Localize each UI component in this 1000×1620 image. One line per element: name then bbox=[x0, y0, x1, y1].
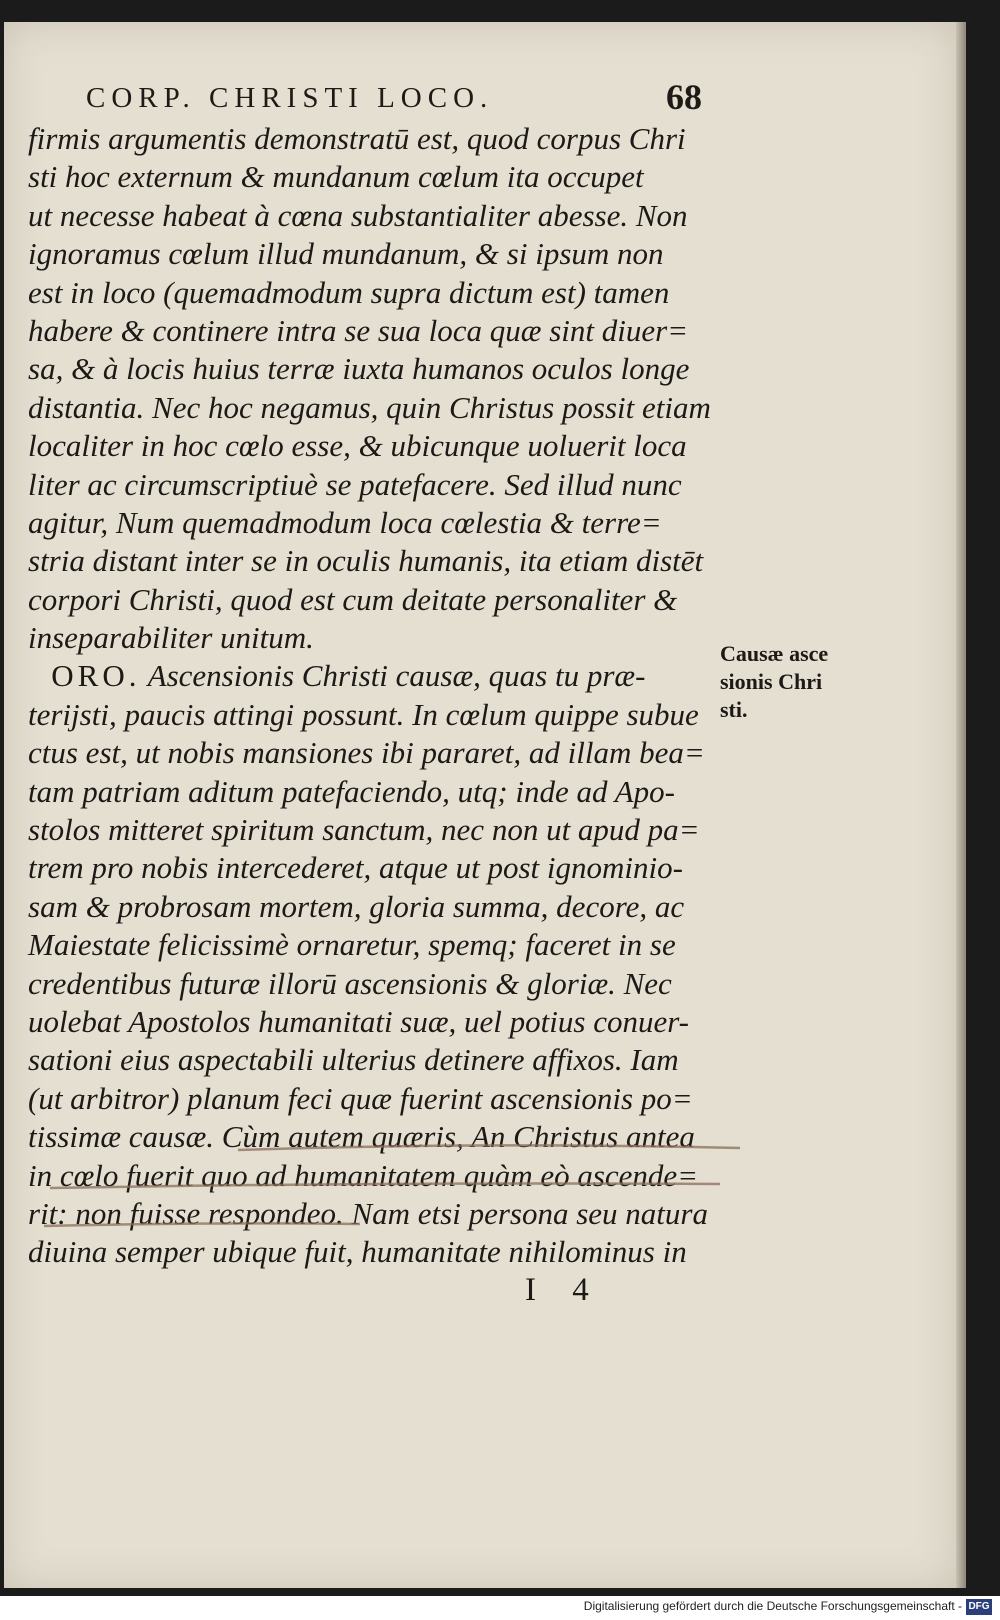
text-line: ignoramus cœlum illud mundanum, & si ipsum non bbox=[28, 236, 664, 272]
text-line: sti hoc externum & mundanum cœlum ita occupet bbox=[28, 159, 644, 195]
text-line: est in loco (quemadmodum supra dictum est) tamen bbox=[28, 274, 670, 310]
text-line: liter ac circumscriptiuè se patefacere. Sed illud nunc bbox=[28, 466, 682, 502]
text-line: ctus est, ut nobis mansiones ibi pararet, ad illam bea= bbox=[28, 735, 705, 771]
text-line: credentibus futuræ illorū ascensionis & gloriæ. Nec bbox=[28, 965, 672, 1001]
text-line: tissimæ causæ. Cùm autem quæris, An Christus antea bbox=[28, 1119, 695, 1155]
digitization-footer bbox=[0, 1596, 1000, 1620]
text-line: stolos mitteret spiritum sanctum, nec non ut apud pa= bbox=[28, 812, 700, 848]
marginal-note bbox=[720, 640, 840, 724]
text-line: ut necesse habeat à cœna substantialiter abesse. Non bbox=[28, 197, 688, 233]
text-line: trem pro nobis intercederet, atque ut post ignominio- bbox=[28, 850, 683, 886]
text-line: uolebat Apostolos humanitati suæ, uel potius conuer- bbox=[28, 1003, 689, 1039]
speaker-label: ORO. bbox=[51, 658, 141, 694]
page-edge bbox=[956, 22, 966, 1588]
text-line: distantia. Nec hoc negamus, quin Christus possit etiam bbox=[28, 389, 711, 425]
text-line: sam & probrosam mortem, gloria summa, decore, ac bbox=[28, 888, 685, 924]
main-text-block bbox=[28, 120, 728, 1272]
page-number: 68 bbox=[666, 77, 702, 117]
text-line: inseparabiliter unitum. bbox=[28, 620, 314, 656]
text-line: corpori Christi, quod est cum deitate personaliter & bbox=[28, 581, 678, 617]
running-title: CORP. CHRISTI LOCO. bbox=[86, 82, 494, 114]
text-line: firmis argumentis demonstratū est, quod corpus Chri bbox=[28, 121, 686, 156]
text-line: diuina semper ubique fuit, humanitate nihilominus in bbox=[28, 1234, 687, 1270]
text-line: stria distant inter se in oculis humanis, ita etiam distēt bbox=[28, 543, 704, 579]
paragraph-start-line bbox=[28, 657, 728, 695]
text-line: habere & continere intra se sua loca quæ sint diuer= bbox=[28, 312, 689, 348]
text-line: agitur, Num quemadmodum loca cœlestia & terre= bbox=[28, 504, 662, 540]
marginal-note-line: Causæ asce bbox=[720, 641, 829, 666]
text-line: localiter in hoc cœlo esse, & ubicunque uoluerit loca bbox=[28, 428, 687, 464]
text-line: terijsti, paucis attingi possunt. In cœlum quippe subue bbox=[28, 696, 699, 732]
text-line: tam patriam aditum patefaciendo, utq; inde ad Apo- bbox=[28, 773, 675, 809]
text-line: sa, & à locis huius terræ iuxta humanos oculos longe bbox=[28, 351, 690, 387]
marginal-note-line: sti. bbox=[720, 697, 748, 722]
text-line: rit: non fuisse respondeo. Nam etsi persona seu natura bbox=[28, 1195, 708, 1231]
marginal-note-line: sionis Chri bbox=[720, 669, 823, 694]
text-line: sationi eius aspectabili ulterius detinere affixos. Iam bbox=[28, 1042, 679, 1078]
text-line: in cœlo fuerit quo ad humanitatem quàm eò ascende= bbox=[28, 1157, 699, 1193]
dfg-logo: DFG bbox=[966, 1599, 992, 1615]
text-line: Maiestate felicissimè ornaretur, spemq; faceret in se bbox=[28, 927, 676, 963]
funding-credit: Digitalisierung gefördert durch die Deutsche Forschungsgemeinschaft - bbox=[583, 1599, 962, 1613]
page-header bbox=[86, 76, 716, 122]
signature-mark: I 4 bbox=[525, 1272, 603, 1308]
text-segment: Ascensionis Christi causæ, quas tu præ- bbox=[147, 658, 646, 694]
text-line: (ut arbitror) planum feci quæ fuerint ascensionis po= bbox=[28, 1080, 693, 1116]
